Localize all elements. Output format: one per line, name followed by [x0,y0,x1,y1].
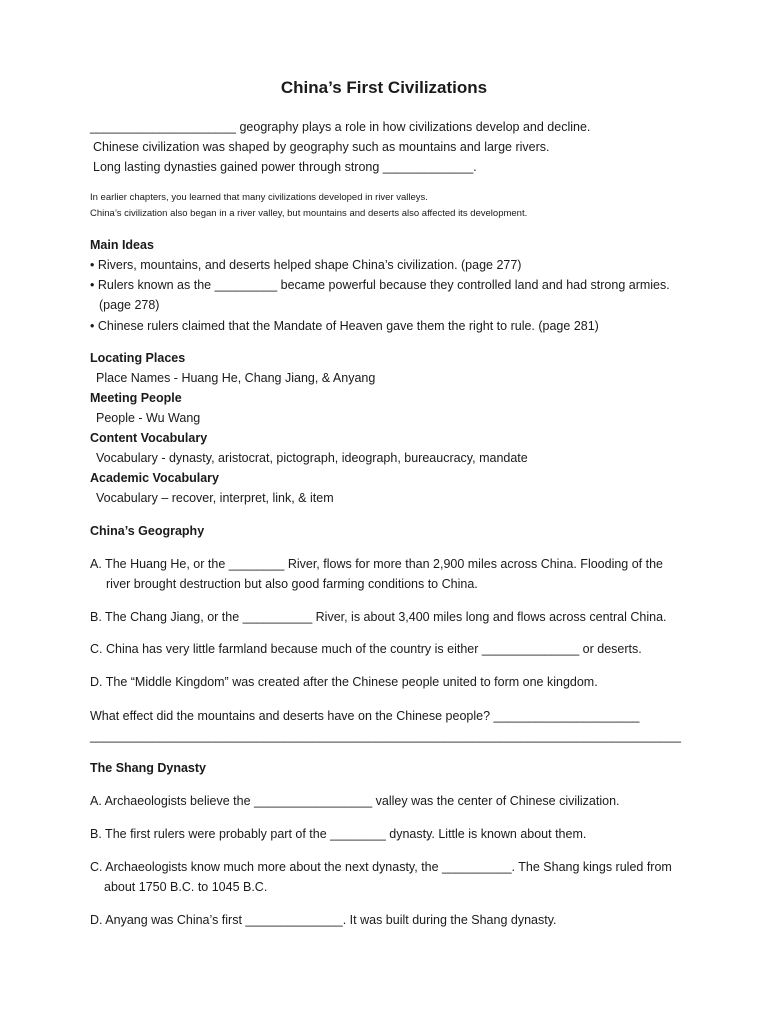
geography-item-a: A. The Huang He, or the ________ River, flows for more than 2,900 miles across China. Flooding of the [90,557,664,571]
shang-item-a: A. Archaeologists believe the _________________ valley was the center of Chinese civilization. [90,794,620,808]
meeting-people-text: People - Wu Wang [96,411,201,425]
locating-places-text: Place Names - Huang He, Chang Jiang, & Anyang [96,371,376,385]
shang-heading: The Shang Dynasty [90,761,206,775]
shang-item-c: C. Archaeologists know much more about the next dynasty, the __________. The Shang kings ruled from [90,860,672,874]
intro-line-2: Chinese civilization was shaped by geography such as mountains and large rivers. [93,140,550,154]
geography-question: What effect did the mountains and deserts have on the Chinese people? _____________________ [90,709,640,723]
page-title: China’s First Civilizations [280,78,488,97]
preview-line-2: China’s civilization also began in a river valley, but mountains and deserts also affected its development. [90,208,528,219]
main-ideas-heading: Main Ideas [90,238,154,252]
locating-places-heading: Locating Places [90,351,186,365]
intro-line-1: _____________________ geography plays a role in how civilizations develop and decline. [90,120,591,134]
intro-line-3: Long lasting dynasties gained power through strong _____________. [93,160,477,174]
main-idea-item: • Chinese rulers claimed that the Mandate of Heaven gave them the right to rule. (page 281) [90,319,599,333]
geography-item-d: D. The “Middle Kingdom” was created after the Chinese people united to form one kingdom. [90,675,598,689]
answer-line: _____________________________________________________________________________________ [90,729,681,743]
shang-item-c-cont: about 1750 B.C. to 1045 B.C. [104,880,268,894]
preview-line-1: In earlier chapters, you learned that many civilizations developed in river valleys. [90,192,428,203]
academic-vocab-heading: Academic Vocabulary [90,471,219,485]
content-vocab-heading: Content Vocabulary [90,431,208,445]
meeting-people-heading: Meeting People [90,391,182,405]
shang-item-b: B. The first rulers were probably part of the ________ dynasty. Little is known about them. [90,827,587,841]
geography-item-c: C. China has very little farmland because much of the country is either ______________ or deserts. [90,642,642,656]
geography-item-a-cont: river brought destruction but also good farming conditions to China. [106,577,478,591]
content-vocab-text: Vocabulary - dynasty, aristocrat, pictograph, ideograph, bureaucracy, mandate [96,451,528,465]
main-idea-item: • Rulers known as the _________ became powerful because they controlled land and had strong armies. [90,278,670,292]
geography-heading: China’s Geography [90,524,205,538]
geography-item-b: B. The Chang Jiang, or the __________ River, is about 3,400 miles long and flows across central China. [90,610,667,624]
main-idea-item: (page 278) [99,298,160,312]
shang-item-d: D. Anyang was China’s first ______________. It was built during the Shang dynasty. [90,913,557,927]
main-idea-item: • Rivers, mountains, and deserts helped shape China’s civilization. (page 277) [90,258,522,272]
academic-vocab-text: Vocabulary – recover, interpret, link, & item [96,491,334,505]
